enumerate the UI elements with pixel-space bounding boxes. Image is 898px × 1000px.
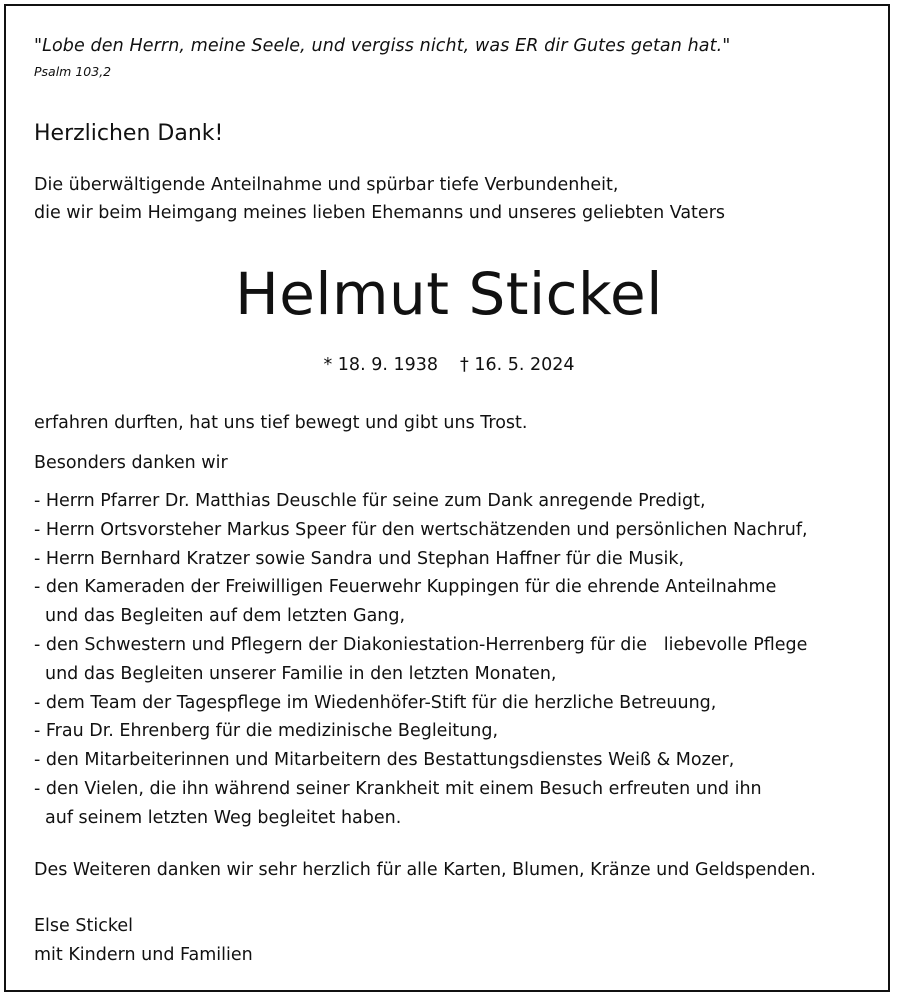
list-item: - den Vielen, die ihn während seiner Krankheit mit einem Besuch erfreuten und ihn	[34, 778, 762, 799]
list-item: - Frau Dr. Ehrenberg für die medizinische Begleitung,	[34, 721, 499, 742]
death-date: † 16. 5. 2024	[460, 355, 575, 375]
list-item: - den Mitarbeiterinnen und Mitarbeitern des Bestattungsdienstes Weiß & Mozer,	[34, 750, 735, 771]
list-item-continuation: auf seinem letzten Weg begleitet haben.	[45, 807, 402, 828]
list-item: - den Kameraden der Freiwilligen Feuerwehr Kuppingen für die ehrende Anteilnahme	[34, 577, 777, 598]
list-item-continuation: und das Begleiten auf dem letzten Gang,	[45, 606, 406, 627]
closing-text: Des Weiteren danken wir sehr herzlich für alle Karten, Blumen, Kränze und Geldspenden.	[34, 860, 816, 880]
signature-family: mit Kindern und Familien	[34, 945, 253, 965]
life-dates	[0, 355, 898, 375]
list-item: - Herrn Bernhard Kratzer sowie Sandra und Stephan Haffner für die Musik,	[34, 548, 685, 569]
thanks-list	[34, 487, 808, 833]
thanks-intro: Besonders danken wir	[34, 453, 228, 473]
after-name-text: erfahren durften, hat uns tief bewegt und gibt uns Trost.	[34, 413, 528, 433]
list-item: - den Schwestern und Pflegern der Diakoniestation-Herrenberg für die liebevolle Pflege	[34, 634, 808, 655]
verse-source: Psalm 103,2	[34, 64, 112, 79]
deceased-name: Helmut Stickel	[235, 260, 663, 328]
birth-date: * 18. 9. 1938	[323, 355, 438, 375]
thanks-heading: Herzlichen Dank!	[34, 121, 224, 146]
bible-verse: "Lobe den Herrn, meine Seele, und vergiss nicht, was ER dir Gutes getan hat."	[34, 36, 731, 56]
intro-line-1: Die überwältigende Anteilnahme und spürbar tiefe Verbundenheit,	[34, 175, 619, 195]
list-item: - dem Team der Tagespflege im Wiedenhöfer-Stift für die herzliche Betreuung,	[34, 692, 717, 713]
intro-line-2: die wir beim Heimgang meines lieben Ehemanns und unseres geliebten Vaters	[34, 203, 726, 223]
list-item-continuation: und das Begleiten unserer Familie in den letzten Monaten,	[45, 663, 557, 684]
signature-name: Else Stickel	[34, 916, 133, 936]
list-item: - Herrn Pfarrer Dr. Matthias Deuschle für seine zum Dank anregende Predigt,	[34, 491, 706, 511]
list-item: - Herrn Ortsvorsteher Markus Speer für den wertschätzenden und persönlichen Nachruf,	[34, 519, 808, 540]
